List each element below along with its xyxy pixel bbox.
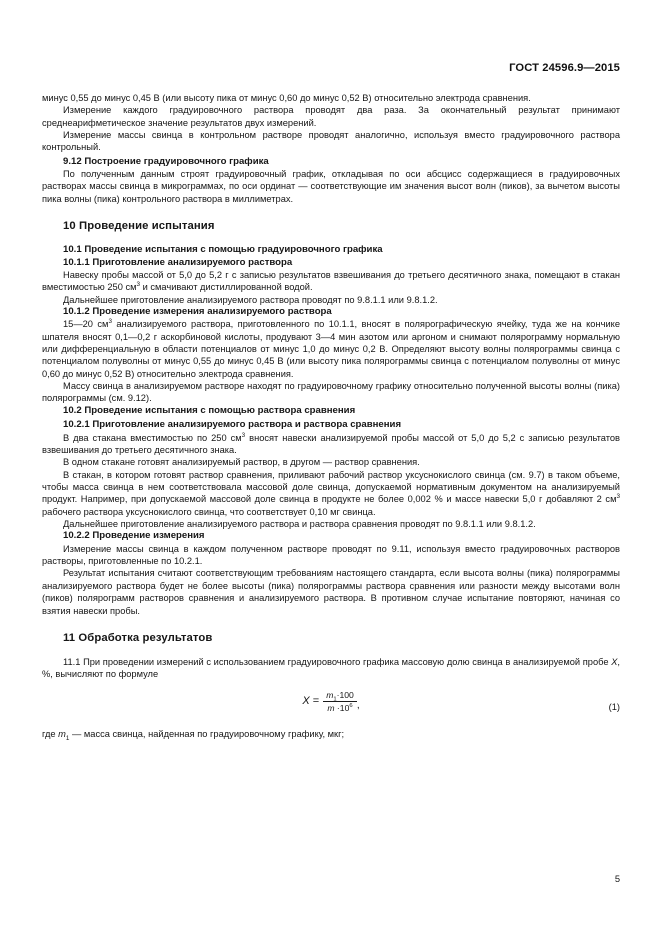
paragraph-part: — масса свинца, найденная по градуировочному графику, мкг; [69, 728, 345, 739]
paragraph-part: анализируемого раствора, приготовленного по 10.1.1, вносят в полярографическую ячейку, туда же на кончике шпателя вносят 0,1—0,2 г аскорбиновой кислоты, продувают 3—4 мин азотом или аргоном и снимают полярограмму нормальную или дифференциальную в области потенциалов от минус 1,0 до минус 0,2 В. Определяют высоту волны полярограммы свинца с потенциалом полуволны от минус 0,55 до минус 0,45 В (или высоту пика полярограммы свинца с потенциалом полуволны от минус 0,60 до минус 0,52 В) относительно электрода сравнения. [42, 319, 620, 379]
formula-den-exponent: 6 [349, 702, 353, 709]
paragraph-text: В одном стакане готовят анализируемый раствор, в другом — раствор сравнения. [63, 457, 420, 468]
paragraph-text: Дальнейшее приготовление анализируемого раствора проводят по 9.8.1.1 или 9.8.1.2. [63, 294, 438, 305]
paragraph-text [42, 656, 620, 681]
paragraph-text: Измерение массы свинца в каждом полученном растворе проводят по 9.11, используя вместо градуировочных растворов растворы, приготовленные по 10.2.1. [42, 543, 620, 567]
paragraph-part: где [42, 728, 59, 739]
formula-block [42, 690, 620, 724]
paragraph-part: В два стакана вместимостью по 250 см [63, 432, 242, 443]
paragraph-part: вносят навески анализируемой пробы массой от 5,0 до 5,2 с записью результатов взвешивания до третьего десятичного знака. [42, 432, 620, 455]
formula-num-sub: 1 [333, 696, 337, 703]
variable-m: m [58, 728, 66, 739]
heading-10-1: 10.1 Проведение испытания с помощью градуировочного графика [63, 244, 383, 256]
paragraph-part: 15—20 см [63, 319, 109, 330]
superscript: 3 [616, 493, 620, 501]
superscript: 3 [136, 281, 141, 289]
heading-10: 10 Проведение испытания [63, 220, 215, 233]
paragraph-text [42, 432, 620, 457]
variable-x: X [611, 656, 618, 667]
formula-den-m: m [327, 702, 335, 713]
formula-fraction [323, 690, 357, 714]
spacer [42, 617, 620, 631]
paragraph-part: рабочего раствора уксуснокислого свинца, что соответствует 0,10 мг свинца. [42, 506, 376, 517]
heading-10-2: 10.2 Проведение испытания с помощью раствора сравнения [63, 404, 356, 416]
formula-number: (1) [608, 701, 620, 712]
paragraph-text: По полученным данным строят градуировочный график, откладывая по оси абсцисс содержащиеся в градуировочных растворах массы свинца в микрограммах, по оси ординат — соответствующие им значения высот волн (пиков), за вычетом высоты пика волны (пика) контрольного раствора в миллиметрах. [42, 169, 620, 204]
paragraph-text [42, 269, 620, 294]
superscript: 3 [108, 318, 112, 326]
paragraph-text: Результат испытания считают соответствующим требованиям настоящего стандарта, если высота волны (пика) полярограммы анализируемого раствора будет не более высоты (пика) полярограммы раствора сравнения или разности между высотами волн (пиков) полярограмм растворов сравнения и анализируемого раствора. В противном случае испытание повторяют, начиная со взятия навески пробы. [42, 568, 620, 616]
heading-10-1-1: 10.1.1 Приготовление анализируемого раствора [63, 256, 293, 268]
paragraph-part: Навеску пробы массой от 5,0 до 5,2 г с записью результатов взвешивания до третьего десятичного знака, помещают в стакан вместимостью 250 см [42, 269, 620, 293]
page-header: ГОСТ 24596.9—2015 [509, 62, 620, 74]
heading-10-2-1: 10.2.1 Приготовление анализируемого раствора и раствора сравнения [63, 419, 402, 431]
heading-10-2-2: 10.2.2 Проведение измерения [63, 530, 205, 542]
superscript: 3 [241, 431, 246, 439]
paragraph-part: В стакан, в котором готовят раствор сравнения, приливают рабочий раствор уксуснокислого свинца (см. 9.7) в таком объеме, чтобы масса свинца в нем соответствовала массовой доле свинца, допускаемой нормативным документом на анализируемый продукт. Например, при допускаемой массовой доле свинца в продукте не более 0,002 % и массе навески 5,0 г добавляют 2 см [42, 469, 620, 505]
formula-expression [42, 690, 620, 714]
paragraph-text: Измерение каждого градуировочного раствора проводят два раза. За окончательный результат принимают среднеарифметическое значение результатов двух измерений. [42, 105, 620, 128]
paragraph-text [42, 469, 620, 518]
paragraph-text [42, 728, 620, 740]
formula-num-m: m [326, 689, 334, 700]
paragraph-part: , %, вычисляют по формуле [42, 656, 620, 680]
formula-num-rest: ·100 [336, 689, 354, 700]
paragraph-text: минус 0,55 до минус 0,45 В (или высоту пика от минус 0,60 до минус 0,52 В) относительно электрода сравнения. [42, 93, 531, 103]
paragraph-text [42, 318, 620, 380]
heading-11: 11 Обработка результатов [63, 631, 213, 644]
paragraph-text: Массу свинца в анализируемом растворе находят по градуировочному графику относительно полученной высоты волны (пика) полярограммы (см. 9.12). [42, 381, 620, 404]
formula-comma: , [356, 699, 360, 711]
formula-denominator [323, 702, 357, 714]
spacer [42, 645, 620, 656]
paragraph-text: Измерение массы свинца в контрольном растворе проводят аналогично, используя вместо градуировочного раствора контрольный. [42, 130, 620, 153]
heading-10-1-2: 10.1.2 Проведение измерения анализируемого раствора [63, 306, 332, 317]
paragraph-text: Дальнейшее приготовление анализируемого раствора и раствора сравнения проводят по 9.8.1.1 или 9.8.1.2. [63, 519, 536, 530]
formula-equals: = [312, 695, 320, 708]
page-body [42, 92, 620, 740]
subscript: 1 [65, 734, 70, 742]
paragraph-part: 11.1 При проведении измерений с использованием градуировочного графика массовую долю свинца в анализируемой пробе [63, 656, 612, 667]
page-number: 5 [614, 874, 620, 884]
paragraph-part: и смачивают дистиллированной водой. [140, 282, 313, 293]
spacer [42, 233, 620, 244]
formula-den-rest: ·10 [334, 702, 350, 713]
heading-9-12: 9.12 Построение градуировочного графика [63, 155, 269, 167]
spacer [42, 205, 620, 219]
formula-numerator [323, 690, 357, 703]
formula-lhs: X [302, 695, 310, 708]
